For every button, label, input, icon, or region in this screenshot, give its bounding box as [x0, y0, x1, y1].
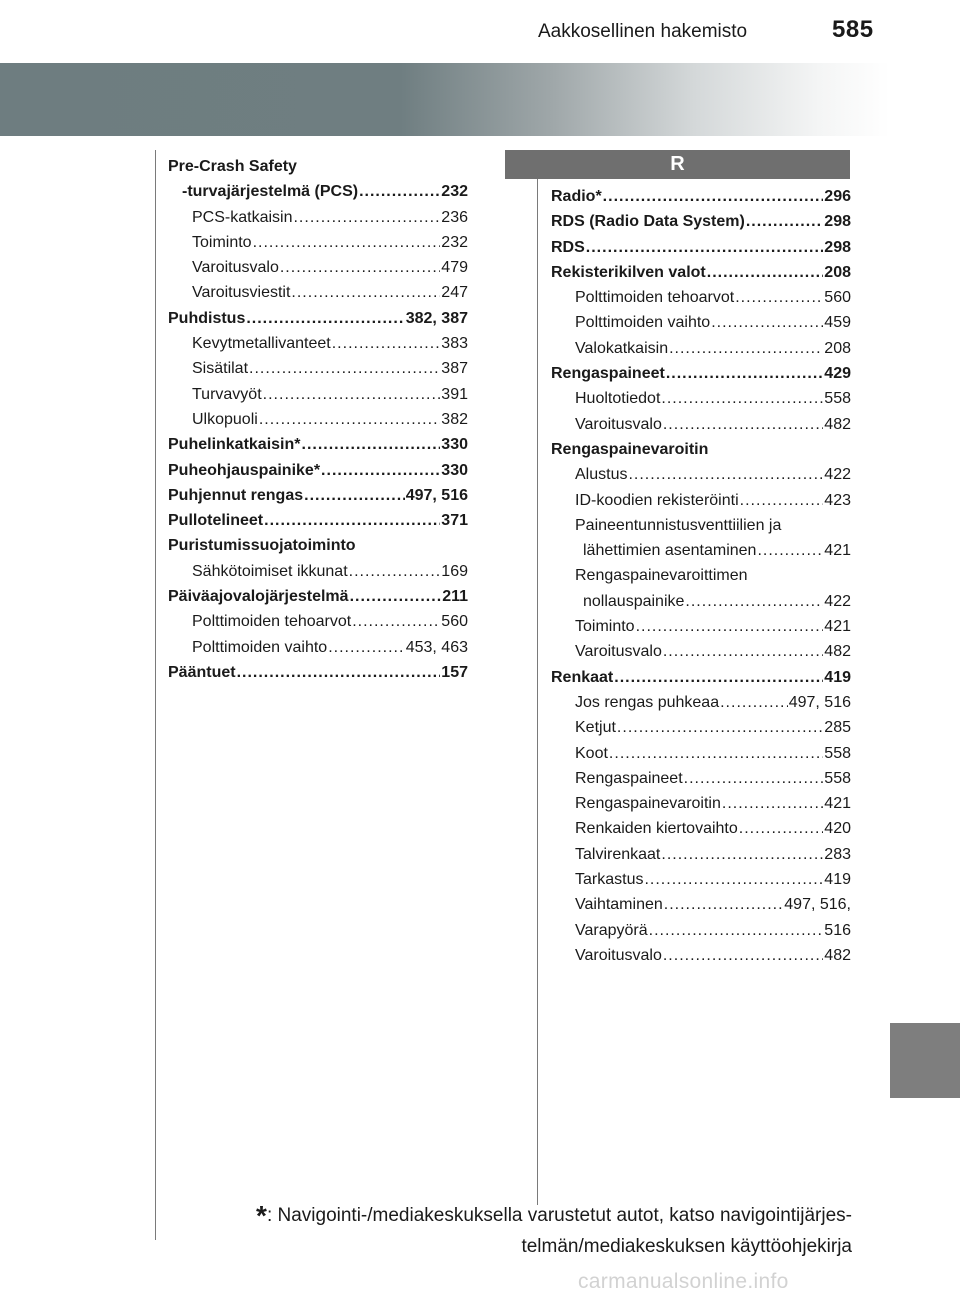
dot-leader — [293, 205, 440, 230]
index-entry — [551, 437, 851, 462]
index-term: Ketjut — [575, 719, 616, 737]
footnote — [196, 1200, 852, 1262]
index-entry — [168, 331, 468, 356]
index-term: lähettimien asentaminen — [583, 542, 757, 560]
index-page-ref: 371 — [441, 512, 468, 530]
index-entry — [551, 563, 851, 588]
index-entry — [168, 508, 468, 533]
index-term: Paineentunnistusventtiilien ja — [575, 516, 782, 534]
index-page-ref: 157 — [441, 663, 468, 681]
dot-leader — [685, 589, 823, 614]
index-term: Polttimoiden vaihto — [575, 314, 711, 332]
index-entry — [551, 538, 851, 563]
index-entry — [168, 635, 468, 660]
index-term: Rekisterikilven valot — [551, 263, 706, 281]
dot-leader — [349, 559, 441, 584]
index-term: Alustus — [575, 466, 628, 484]
index-entry — [551, 715, 851, 740]
dot-leader — [628, 462, 823, 487]
dot-leader — [332, 331, 441, 356]
dot-leader — [321, 458, 440, 483]
index-page-ref: 482 — [824, 643, 851, 661]
index-page-ref: 211 — [442, 588, 468, 606]
index-term: Varoitusvalo — [575, 415, 662, 433]
index-entry — [551, 918, 851, 943]
dot-leader — [663, 412, 823, 437]
index-page-ref: 516 — [824, 921, 851, 939]
index-page-ref: 419 — [824, 668, 851, 686]
index-page-ref: 421 — [824, 618, 851, 636]
dot-leader — [669, 336, 823, 361]
index-entry — [551, 589, 851, 614]
index-entry — [551, 235, 851, 260]
index-page-ref: 421 — [824, 795, 851, 813]
dot-leader — [253, 230, 441, 255]
footnote-marker: * — [256, 1200, 267, 1231]
index-entry — [168, 306, 468, 331]
index-column-right — [551, 184, 851, 968]
index-entry — [551, 943, 851, 968]
index-entry — [168, 432, 468, 457]
index-term: Varapyörä — [575, 921, 648, 939]
index-term: Rengaspainevaroitin — [575, 795, 721, 813]
index-page-ref: 423 — [824, 491, 851, 509]
dot-leader — [757, 538, 823, 563]
index-entry — [551, 741, 851, 766]
index-entry — [168, 407, 468, 432]
index-page-ref: 429 — [824, 365, 851, 383]
index-term: Pre-Crash Safety — [168, 158, 297, 175]
dot-leader — [661, 842, 823, 867]
letter-section-header: R — [505, 150, 850, 179]
dot-leader — [707, 260, 824, 285]
index-entry — [551, 285, 851, 310]
index-entry — [551, 310, 851, 335]
index-page-ref: 208 — [824, 339, 851, 357]
index-page-ref: 482 — [824, 946, 851, 964]
index-page-ref: 497, 516, — [784, 896, 851, 914]
index-page-ref: 232 — [441, 233, 468, 251]
index-term: Rengaspainevaroittimen — [575, 567, 748, 585]
index-page-ref: 419 — [824, 871, 851, 889]
index-page-ref: 247 — [441, 284, 468, 302]
dot-leader — [663, 639, 823, 664]
index-term: Renkaat — [551, 668, 614, 686]
dot-leader — [302, 432, 441, 457]
index-entry — [551, 488, 851, 513]
index-term: Varoitusvalo — [575, 643, 662, 661]
index-entry — [168, 559, 468, 584]
header-banner — [0, 63, 890, 136]
index-term: Polttimoiden tehoarvot — [575, 289, 735, 307]
dot-leader — [359, 179, 440, 204]
index-term: Tarkastus — [575, 871, 644, 889]
index-page-ref: 383 — [441, 335, 468, 353]
index-page-ref: 497, 516 — [788, 693, 851, 711]
index-entry — [168, 584, 468, 609]
dot-leader — [636, 614, 824, 639]
index-page-ref: 298 — [824, 238, 851, 256]
index-page-ref: 558 — [824, 744, 851, 762]
dot-leader — [603, 184, 824, 209]
index-term: Koot — [575, 744, 608, 762]
dot-leader — [684, 766, 824, 791]
index-page-ref: 422 — [824, 466, 851, 484]
index-entry — [551, 412, 851, 437]
index-term: Polttimoiden tehoarvot — [192, 613, 352, 631]
index-page-ref: 558 — [824, 390, 851, 408]
footnote-line-2: telmän/mediakeskuksen käyttöohjekirja — [521, 1236, 852, 1257]
dot-leader — [666, 361, 823, 386]
dot-leader — [263, 382, 441, 407]
index-term: Polttimoiden vaihto — [192, 638, 328, 656]
index-column-left — [168, 154, 468, 685]
index-term: Puhdistus — [168, 309, 246, 327]
footnote-line-1 — [196, 1200, 852, 1231]
top-strip — [0, 0, 960, 56]
dot-leader — [664, 892, 784, 917]
index-term: Puristumissuojatoiminto — [168, 537, 356, 555]
index-term: Ulkopuoli — [192, 410, 258, 428]
index-entry — [551, 184, 851, 209]
dot-leader — [586, 235, 824, 260]
dot-leader — [328, 635, 405, 660]
index-page-ref: 382 — [441, 410, 468, 428]
dot-leader — [237, 660, 441, 685]
index-page-ref: 330 — [441, 461, 468, 479]
index-page-ref: 298 — [824, 213, 851, 231]
dot-leader — [711, 310, 823, 335]
index-page-ref: 453, 463 — [405, 638, 468, 656]
index-entry — [551, 209, 851, 234]
index-page-ref: 421 — [824, 542, 851, 560]
index-page-ref: 285 — [824, 719, 851, 737]
dot-leader — [720, 690, 788, 715]
dot-leader — [280, 255, 440, 280]
index-term: Huoltotiedot — [575, 390, 661, 408]
index-term: Toiminto — [192, 233, 252, 251]
index-page-ref: 560 — [824, 289, 851, 307]
index-page-ref: 208 — [824, 263, 851, 281]
dot-leader — [291, 280, 440, 305]
index-term: Sähkötoimiset ikkunat — [192, 562, 348, 580]
index-term: Kevytmetallivanteet — [192, 335, 331, 353]
dot-leader — [614, 665, 823, 690]
dot-leader — [661, 386, 823, 411]
index-entry — [551, 462, 851, 487]
index-entry — [168, 255, 468, 280]
index-term: Puheohjauspainike* — [168, 461, 321, 479]
index-entry — [168, 154, 468, 179]
index-term: nollauspainike — [583, 592, 685, 610]
index-term: Vaihtaminen — [575, 896, 663, 914]
dot-leader — [663, 943, 823, 968]
index-entry — [551, 791, 851, 816]
index-page-ref: 169 — [441, 562, 468, 580]
index-term: Rengaspainevaroitin — [551, 440, 709, 458]
index-term: Toiminto — [575, 618, 635, 636]
index-entry — [168, 533, 468, 558]
index-entry — [168, 458, 468, 483]
dot-leader — [246, 306, 404, 331]
index-term: -turvajärjestelmä (PCS) — [182, 183, 359, 201]
middle-column-rule — [537, 150, 538, 1205]
index-term: Päiväajovalojärjestelmä — [168, 588, 349, 606]
dot-leader — [352, 609, 440, 634]
index-term: Rengaspaineet — [575, 769, 683, 787]
index-term: Varoitusviestit — [192, 284, 291, 302]
index-term: Rengaspaineet — [551, 365, 665, 383]
left-column-rule — [155, 150, 156, 1240]
index-term: Pääntuet — [168, 663, 236, 681]
index-page-ref: 422 — [824, 592, 851, 610]
watermark: carmanualsonline.info — [578, 1270, 789, 1293]
index-term: Puhelinkatkaisin* — [168, 436, 301, 454]
index-term: PCS-katkaisin — [192, 208, 293, 226]
index-entry — [168, 609, 468, 634]
index-entry — [168, 280, 468, 305]
dot-leader — [264, 508, 440, 533]
index-page-ref: 391 — [441, 385, 468, 403]
index-entry — [551, 665, 851, 690]
index-page-ref: 420 — [824, 820, 851, 838]
index-entry — [551, 766, 851, 791]
index-entry — [551, 816, 851, 841]
dot-leader — [649, 918, 824, 943]
index-page-ref: 459 — [824, 314, 851, 332]
index-term: Varoitusvalo — [192, 259, 279, 277]
index-entry — [551, 639, 851, 664]
index-entry — [168, 356, 468, 381]
index-page-ref: 558 — [824, 769, 851, 787]
index-page-ref: 283 — [824, 845, 851, 863]
index-term: Talvirenkaat — [575, 845, 661, 863]
dot-leader — [740, 488, 824, 513]
index-term: Sisätilat — [192, 360, 249, 378]
index-page-ref: 497, 516 — [405, 486, 468, 504]
dot-leader — [644, 867, 823, 892]
index-entry — [168, 205, 468, 230]
index-entry — [551, 386, 851, 411]
index-page-ref: 382, 387 — [405, 309, 468, 327]
index-entry — [551, 892, 851, 917]
dot-leader — [609, 741, 823, 766]
index-term: ID-koodien rekisteröinti — [575, 491, 739, 509]
dot-leader — [617, 715, 823, 740]
index-term: Jos rengas puhkeaa — [575, 693, 720, 711]
index-term: RDS (Radio Data System) — [551, 213, 745, 231]
index-entry — [551, 513, 851, 538]
dot-leader — [746, 209, 823, 234]
index-entry — [168, 230, 468, 255]
index-entry — [551, 336, 851, 361]
index-page-ref: 330 — [441, 436, 468, 454]
index-page-ref: 479 — [441, 259, 468, 277]
index-term: Radio* — [551, 188, 602, 205]
index-term: Valokatkaisin — [575, 339, 669, 357]
dot-leader — [735, 285, 823, 310]
index-page-ref: 482 — [824, 415, 851, 433]
index-entry — [551, 842, 851, 867]
index-page-ref: 236 — [441, 208, 468, 226]
dot-leader — [259, 407, 440, 432]
dot-leader — [722, 791, 823, 816]
index-page-ref: 560 — [441, 613, 468, 631]
index-term: Puhjennut rengas — [168, 486, 304, 504]
dot-leader — [249, 356, 440, 381]
index-page-ref: 296 — [824, 188, 851, 205]
footnote-text-1: : Navigointi-/mediakeskuksella varustetut autot, katso navigointijärjes- — [266, 1205, 852, 1226]
dot-leader — [739, 816, 824, 841]
section-title: Aakkosellinen hakemisto — [538, 21, 748, 42]
index-entry — [551, 361, 851, 386]
index-term: RDS — [551, 238, 585, 256]
index-entry — [551, 260, 851, 285]
index-entry — [168, 660, 468, 685]
dot-leader — [304, 483, 405, 508]
index-entry — [168, 382, 468, 407]
side-thumb-tab — [890, 1023, 960, 1098]
dot-leader — [350, 584, 442, 609]
index-term: Pullotelineet — [168, 512, 264, 530]
index-term: Turvavyöt — [192, 385, 262, 403]
index-entry — [551, 867, 851, 892]
index-entry — [551, 690, 851, 715]
index-page-ref: 387 — [441, 360, 468, 378]
page-number: 585 — [832, 16, 874, 43]
index-entry — [551, 614, 851, 639]
index-term: Renkaiden kiertovaihto — [575, 820, 738, 838]
index-entry — [168, 179, 468, 204]
index-page-ref: 232 — [441, 183, 468, 201]
index-entry — [168, 483, 468, 508]
index-term: Varoitusvalo — [575, 946, 662, 964]
